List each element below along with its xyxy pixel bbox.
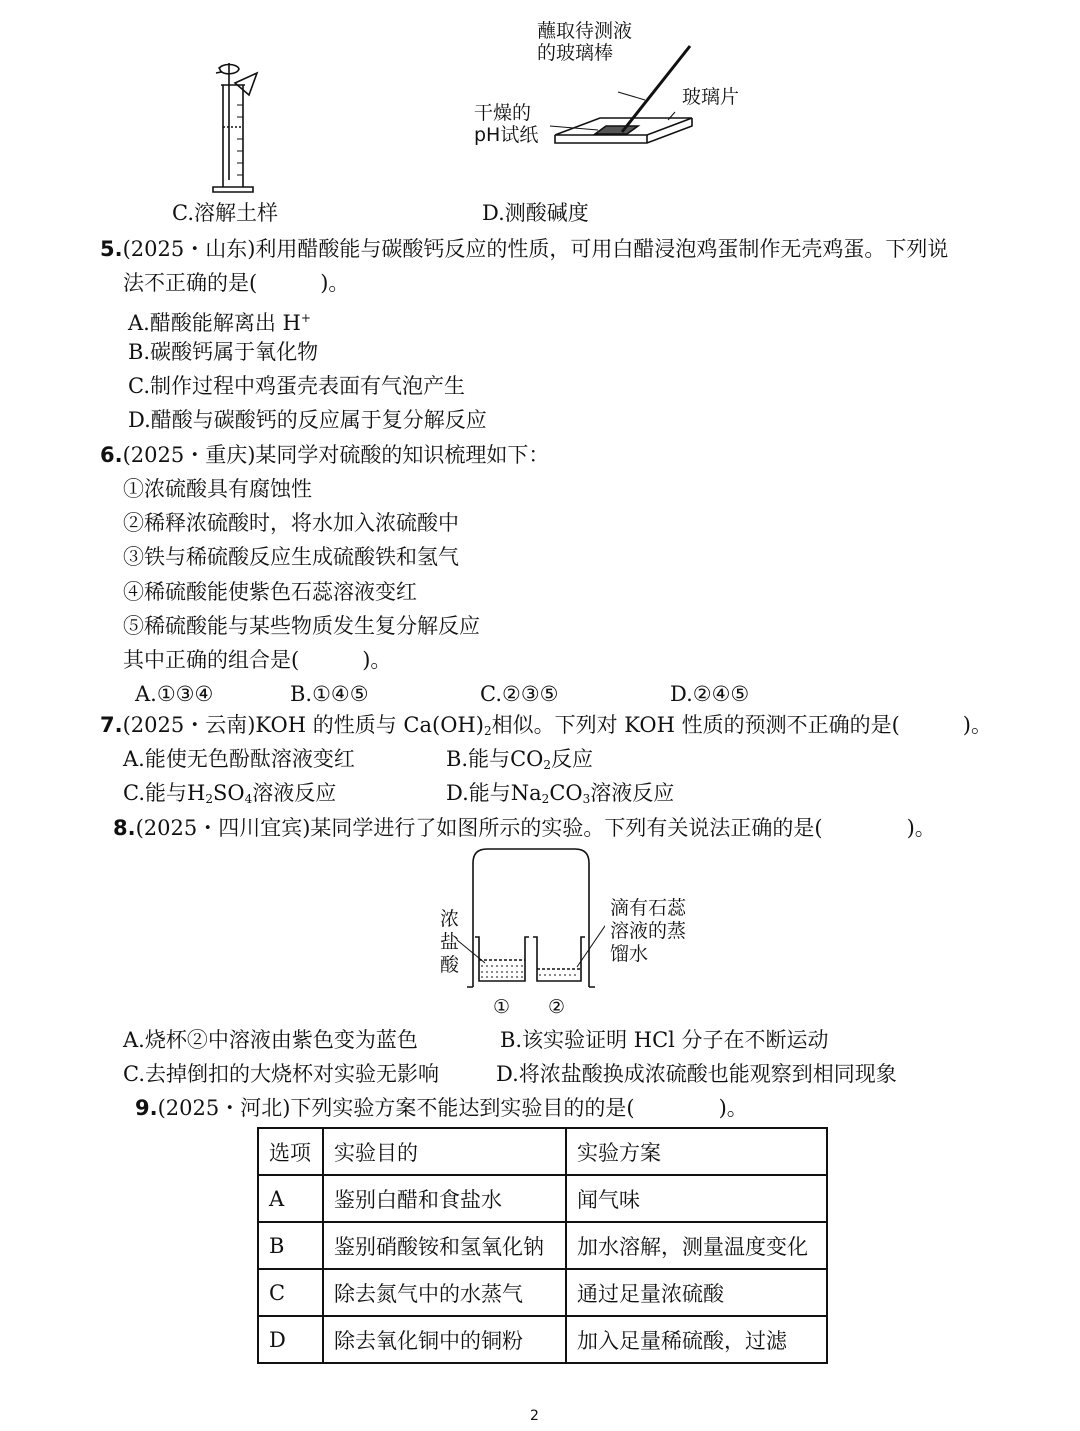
- q5-number: 5.: [100, 237, 123, 261]
- q6-option-a: A.①③④: [135, 682, 214, 706]
- q6-option-d: D.②④⑤: [670, 682, 750, 706]
- table-header-row: [258, 1128, 827, 1175]
- figure-c-caption: C.溶解土样: [172, 201, 278, 225]
- table-cell: 鉴别硝酸铵和氢氧化钠: [323, 1222, 566, 1269]
- q6-item-5: ⑤稀硫酸能与某些物质发生复分解反应: [123, 614, 480, 638]
- figure-d-rod-label: 蘸取待测液 的玻璃棒: [537, 20, 633, 64]
- table-cell: 鉴别白醋和食盐水: [323, 1175, 566, 1222]
- table-cell: 闻气味: [566, 1175, 827, 1222]
- q7-option-b: B.能与$CO_2$反应: [446, 747, 594, 772]
- q5-stem-line1: 5.(2025・山东)利用醋酸能与碳酸钙反应的性质，可用白醋浸泡鸡蛋制作无壳鸡蛋。下列说: [100, 237, 949, 261]
- table-row: [258, 1222, 827, 1269]
- q6-ask: 其中正确的组合是( )。: [123, 648, 392, 672]
- q5-option-c: C.制作过程中鸡蛋壳表面有气泡产生: [128, 374, 465, 398]
- figure-d-paper-label: 干燥的 pH试纸: [474, 102, 539, 146]
- page-number: 2: [530, 1408, 539, 1424]
- figure-q8-right-label: 滴有石蕊 溶液的蒸 馏水: [610, 897, 687, 965]
- q7-number: 7.: [100, 713, 123, 737]
- q8-option-b: B.该实验证明 HCl 分子在不断运动: [500, 1028, 829, 1052]
- figure-q8-beaker-2-label: ②: [548, 996, 566, 1018]
- figure-q8-beakers: [455, 845, 605, 995]
- table-cell: 通过足量浓硫酸: [566, 1269, 827, 1316]
- table-cell: B: [258, 1222, 323, 1269]
- q7-option-c: C.能与$H_2SO_4$溶液反应: [123, 781, 337, 806]
- table-row: [258, 1316, 827, 1363]
- table-row: [258, 1175, 827, 1222]
- q5-stem-line2: 法不正确的是( )。: [123, 271, 350, 295]
- figure-d-caption: D.测酸碱度: [482, 201, 589, 225]
- table-cell: A: [258, 1175, 323, 1222]
- q5-option-a: A.醋酸能解离出 H+: [128, 311, 311, 335]
- q7-option-d: D.能与$Na_2CO_3$溶液反应: [446, 781, 675, 806]
- table-header-cell: 选项: [258, 1128, 323, 1175]
- q6-item-2: ②稀释浓硫酸时，将水加入浓硫酸中: [123, 511, 459, 535]
- q9-table: [257, 1127, 828, 1364]
- table-cell: 加入足量稀硫酸，过滤: [566, 1316, 827, 1363]
- q9-stem: 9.(2025・河北)下列实验方案不能达到实验目的的是( )。: [135, 1096, 748, 1120]
- q6-option-b: B.①④⑤: [290, 682, 369, 706]
- table-cell: D: [258, 1316, 323, 1363]
- q8-option-c: C.去掉倒扣的大烧杯对实验无影响: [123, 1062, 439, 1086]
- table-cell: C: [258, 1269, 323, 1316]
- figure-q8-left-label: 浓 盐 酸: [440, 908, 460, 976]
- figure-d-glass-label: 玻璃片: [682, 86, 740, 108]
- table-header-cell: 实验方案: [566, 1128, 827, 1175]
- table-cell: 除去氧化铜中的铜粉: [323, 1316, 566, 1363]
- q8-option-d: D.将浓盐酸换成浓硫酸也能观察到相同现象: [496, 1062, 897, 1086]
- q8-number: 8.: [113, 816, 136, 840]
- q5-option-b: B.碳酸钙属于氧化物: [128, 340, 319, 364]
- q6-option-c: C.②③⑤: [480, 682, 559, 706]
- q6-stem: 6.(2025・重庆)某同学对硫酸的知识梳理如下：: [100, 443, 550, 467]
- figure-q8-beaker-1-label: ①: [493, 996, 511, 1018]
- figure-c-cylinder: [195, 55, 285, 200]
- q6-number: 6.: [100, 443, 123, 467]
- q7-option-a: A.能使无色酚酞溶液变红: [123, 747, 355, 771]
- table-row: [258, 1269, 827, 1316]
- table-cell: 加水溶解，测量温度变化: [566, 1222, 827, 1269]
- q8-stem: 8.(2025・四川宜宾)某同学进行了如图所示的实验。下列有关说法正确的是( )。: [113, 816, 936, 840]
- table-cell: 除去氮气中的水蒸气: [323, 1269, 566, 1316]
- q8-option-a: A.烧杯②中溶液由紫色变为蓝色: [123, 1028, 418, 1052]
- q6-item-3: ③铁与稀硫酸反应生成硫酸铁和氢气: [123, 545, 459, 569]
- q7-stem: 7.(2025・云南)KOH 的性质与 $Ca(OH)_2$相似。下列对 KOH 性质的预测不正确的是( )。: [100, 713, 992, 738]
- q6-item-1: ①浓硫酸具有腐蚀性: [123, 477, 312, 501]
- table-header-cell: 实验目的: [323, 1128, 566, 1175]
- q9-number: 9.: [135, 1096, 158, 1120]
- q5-option-d: D.醋酸与碳酸钙的反应属于复分解反应: [128, 408, 487, 432]
- q6-item-4: ④稀硫酸能使紫色石蕊溶液变红: [123, 580, 417, 604]
